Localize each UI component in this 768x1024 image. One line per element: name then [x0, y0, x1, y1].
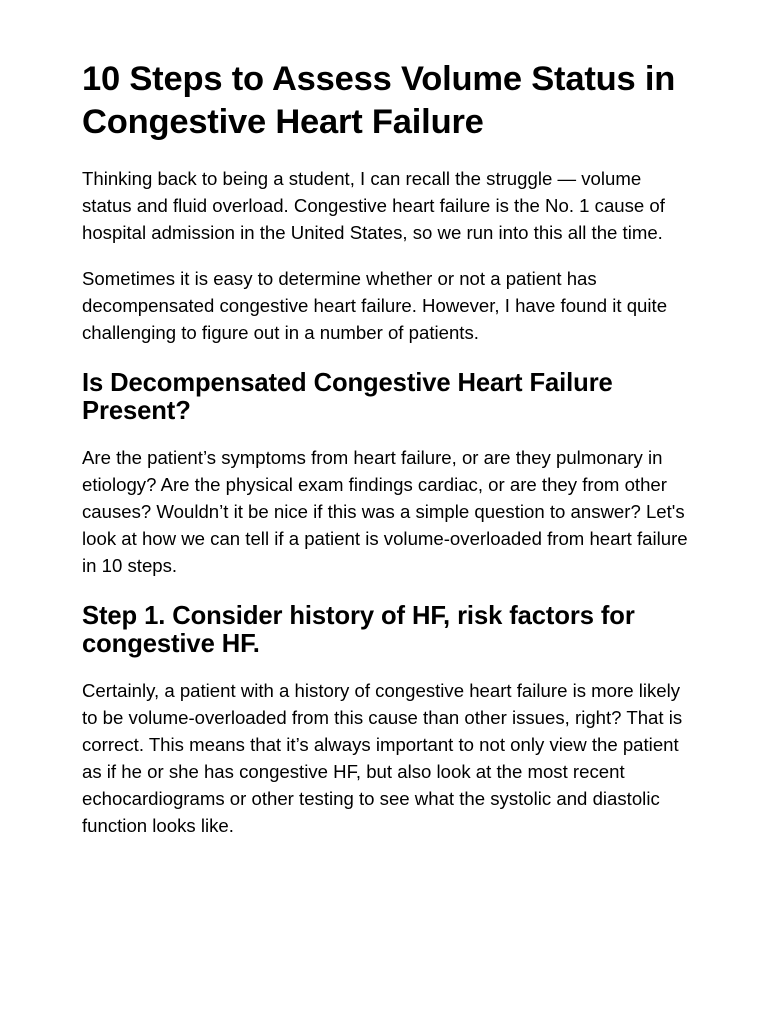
section-paragraph: Certainly, a patient with a history of congestive heart failure is more likely to be volume-overloaded from this cause than other issues, right? That is correct. This means that it’s always important to not only view the patient as if he or she has congestive HF, but also look at the most recent echocardiograms or other testing to see what the systolic and diastolic function looks like.	[82, 680, 683, 836]
section-heading: Is Decompensated Congestive Heart Failure Present?	[82, 369, 613, 425]
intro-paragraph-1: Thinking back to being a student, I can recall the struggle — volume status and fluid overload. Congestive heart failure is the No. 1 cause of hospital admission in the United States, so we run into this all the time.	[82, 168, 665, 243]
article	[82, 58, 694, 858]
section-step-1	[82, 602, 694, 839]
section-decompensated-chf	[82, 369, 694, 579]
article-title: 10 Steps to Assess Volume Status in Congestive Heart Failure	[82, 60, 676, 141]
section-heading: Step 1. Consider history of HF, risk factors for congestive HF.	[82, 602, 635, 658]
intro-paragraph-2: Sometimes it is easy to determine whether or not a patient has decompensated congestive heart failure. However, I have found it quite challenging to figure out in a number of patients.	[82, 268, 668, 343]
section-paragraph: Are the patient’s symptoms from heart failure, or are they pulmonary in etiology? Are the physical exam findings cardiac, or are they from other causes? Wouldn’t it be nice if this was a simple question to answer? Let's look at how we can tell if a patient is volume-overloaded from heart failure in 10 steps.	[82, 447, 688, 576]
